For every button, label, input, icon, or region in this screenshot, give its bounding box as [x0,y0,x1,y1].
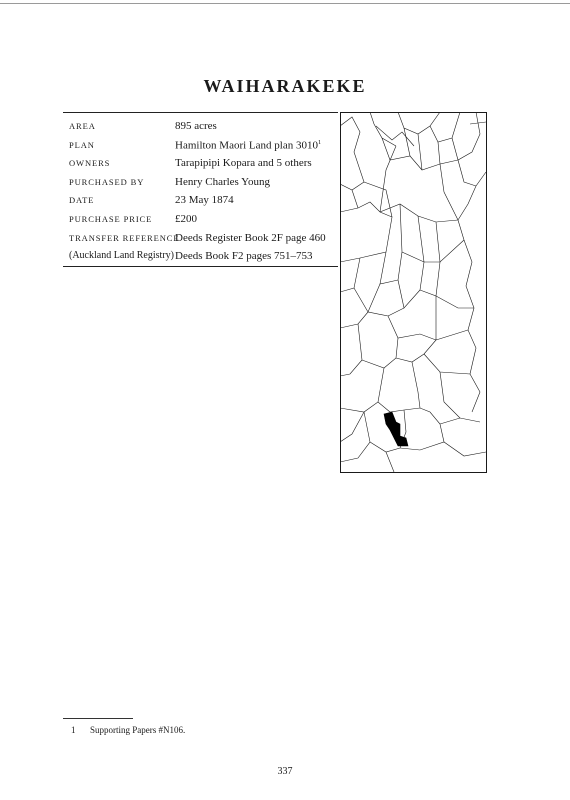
detail-value: £200 [175,212,197,225]
detail-value: 23 May 1874 [175,194,234,207]
details-bottom-rule [63,266,338,267]
page-number: 337 [277,766,293,777]
page-title: WAIHARAKEKE [203,76,367,96]
detail-label: AREA [69,121,96,131]
footnote-rule [63,718,133,719]
page-top-rule [0,3,570,4]
detail-label: OWNERS [69,158,111,169]
footnote-marker: 1 [317,138,322,146]
footnote-number: 1 [71,725,76,735]
detail-value: Tarapipipi Kopara and 5 others [175,157,312,170]
detail-label: TRANSFER REFERENCE [69,232,180,243]
detail-value: Deeds Register Book 2F page 460 [175,231,326,244]
map-boundaries [340,112,487,473]
detail-value: Deeds Book F2 pages 751–753 [175,250,313,263]
detail-label: DATE [69,195,95,206]
detail-label: PURCHASE PRICE [69,213,153,224]
detail-value: 895 acres [175,120,217,132]
details-top-rule [63,112,338,113]
detail-value: Hamilton Maori Land plan 3010$^1$ [175,138,322,152]
footnote-text: Supporting Papers #N106. [90,725,186,735]
land-block-map [340,112,487,473]
detail-label: PURCHASED BY [69,176,145,187]
detail-value: Henry Charles Young [175,175,271,188]
detail-label: PLAN [69,139,95,150]
detail-label: (Auckland Land Registry) [69,250,174,262]
